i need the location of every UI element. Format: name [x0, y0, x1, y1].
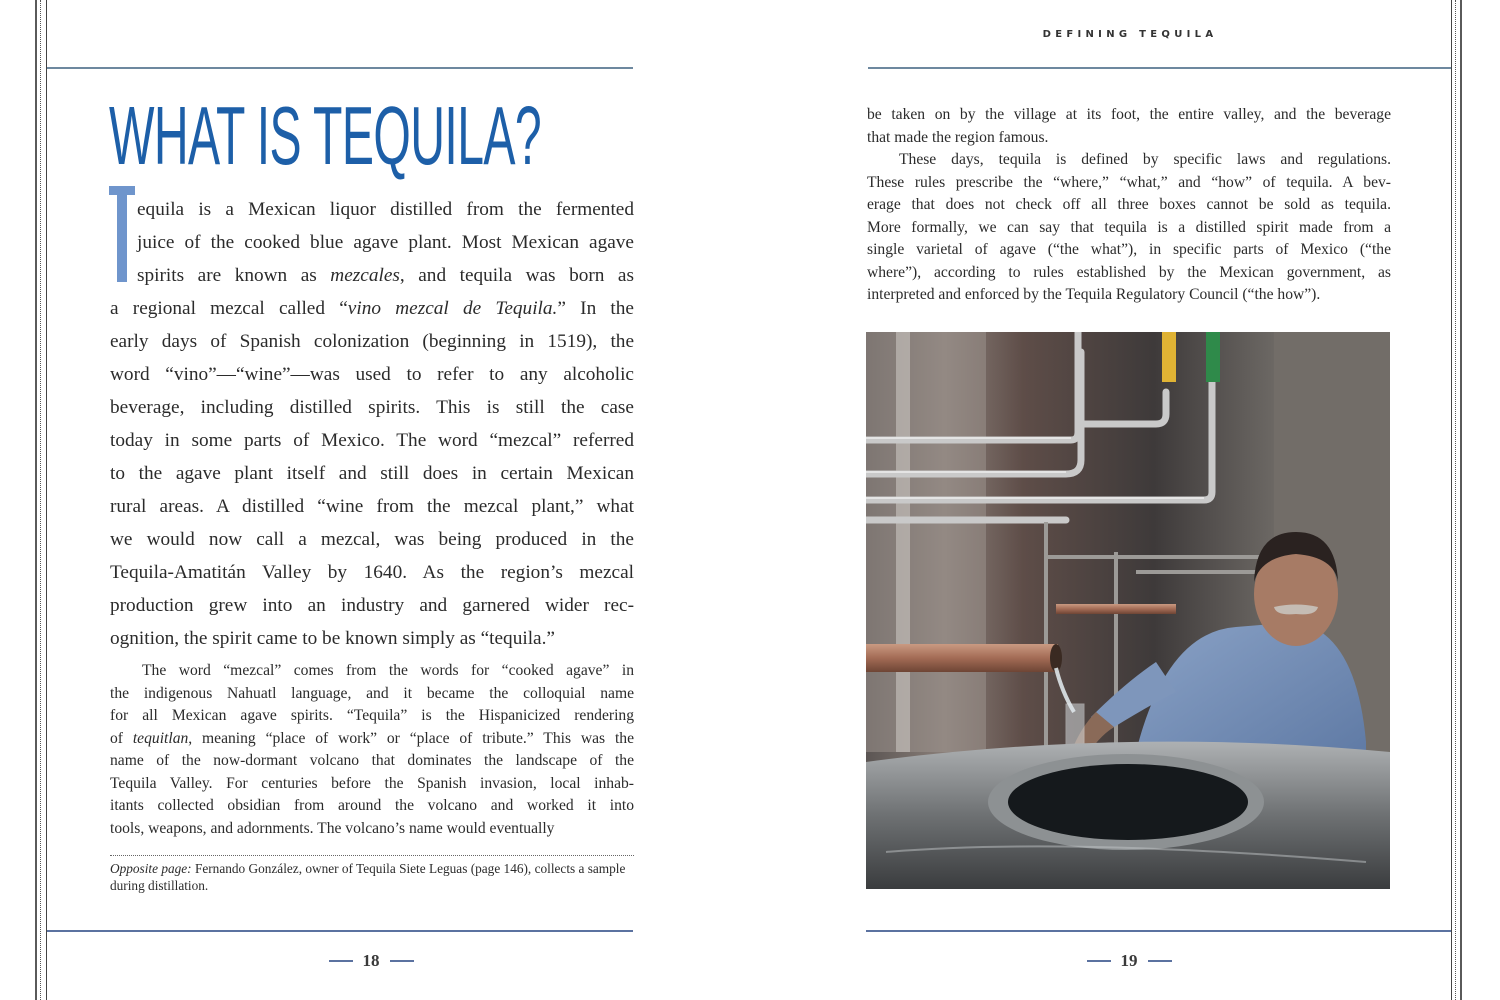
text-line: early days of Spanish colonization (beginning in 1519), the: [110, 331, 634, 352]
distillery-photo-illustration: [866, 332, 1390, 889]
left-inner-border: [46, 0, 47, 1000]
text-line: tools, weapons, and adornments. The volcano’s name would eventually: [110, 819, 555, 837]
left-footer-rule: [47, 930, 633, 932]
text-line: These days, tequila is defined by specific laws and regulations.: [899, 151, 1391, 168]
right-header-rule: [868, 67, 1451, 69]
distillery-photo: [866, 332, 1390, 889]
text-line: Tequila-Amatitán Valley by 1640. As the region’s mezcal: [110, 562, 634, 583]
right-footer-rule: [866, 930, 1451, 932]
text-line: where”), according to rules established by the Mexican government, as: [867, 263, 1391, 281]
folio-dash: [1148, 960, 1172, 962]
text-line: interpreted and enforced by the Tequila Regulatory Council (“the how”).: [867, 286, 1321, 303]
text-line: for all Mexican agave spirits. “Tequila” is the Hispanicized rendering: [110, 707, 634, 724]
right-outer-border: [1460, 0, 1462, 1000]
text-line: the indigenous Nahuatl language, and it became the colloquial name: [110, 684, 634, 702]
text-line: be taken on by the village at its foot, the entire valley, and the beverage: [867, 106, 1391, 123]
text-line: word “vino”—“wine”—was used to refer to any alcoholic: [110, 364, 634, 385]
page-number: 19: [1120, 951, 1138, 970]
text-line: These rules prescribe the “where,” “what,” and “how” of tequila. A bev-: [867, 173, 1391, 191]
text-line: of tequitlan, meaning “place of work” or “place of tribute.” This was the: [110, 729, 635, 747]
text-line: today in some parts of Mexico. The word “mezcal” referred: [110, 430, 634, 451]
text-line: name of the now-dormant volcano that dominates the landscape of the: [110, 752, 634, 769]
right-inner-border: [1451, 0, 1452, 1000]
intro-paragraph: [110, 193, 634, 655]
left-header-rule: [47, 67, 633, 69]
text-line: itants collected obsidian from around the volcano and worked it into: [110, 797, 634, 814]
text-line: a regional mezcal called “vino mezcal de Tequila.” In the: [110, 298, 634, 319]
left-dotted-border: [40, 0, 41, 1000]
text-line: More formally, we can say that tequila is a distilled spirit made from a: [867, 218, 1391, 236]
caption-label: Opposite page:: [110, 861, 192, 876]
text-line: spirits are known as mezcales, and tequila was born as: [137, 265, 634, 286]
page-title: WHAT IS TEQUILA?: [109, 89, 542, 182]
text-line: beverage, including distilled spirits. This is still the case: [110, 397, 634, 418]
text-line: production grew into an industry and garnered wider rec-: [110, 595, 634, 616]
left-outer-border: [35, 0, 37, 1000]
text-line: ognition, the spirit came to be known simply as “tequila.”: [110, 628, 555, 649]
text-line: erage that does not check off all three boxes cannot be sold as tequila.: [867, 196, 1391, 213]
text-line: The word “mezcal” comes from the words for “cooked agave” in: [142, 662, 634, 679]
page-number-left: [291, 951, 451, 971]
text-line: single varietal of agave (“the what”), in specific parts of Mexico (“the: [867, 241, 1391, 258]
photo-caption: [110, 860, 634, 894]
folio-dash: [329, 960, 353, 962]
right-dotted-border: [1455, 0, 1456, 1000]
second-paragraph: [110, 660, 634, 840]
running-head: DEFINING TEQUILA: [1042, 29, 1218, 40]
folio-dash: [390, 960, 414, 962]
text-line: Tequila Valley. For centuries before the Spanish invasion, local inhab-: [110, 774, 634, 792]
folio-dash: [1087, 960, 1111, 962]
text-line: rural areas. A distilled “wine from the mezcal plant,” what: [110, 496, 634, 517]
text-line: equila is a Mexican liquor distilled from the fermented: [137, 199, 634, 220]
continuation-paragraph: [867, 104, 1391, 149]
text-line: we would now call a mezcal, was being produced in the: [110, 529, 634, 550]
page-number-right: [1049, 951, 1209, 971]
caption-text: Fernando González, owner of Tequila Siete Leguas (page 146), collects a sample during distillation.: [110, 861, 626, 893]
caption-divider: [110, 855, 634, 856]
text-line: to the agave plant itself and still does in certain Mexican: [110, 463, 634, 484]
text-line: juice of the cooked blue agave plant. Most Mexican agave: [137, 232, 634, 253]
page-number: 18: [362, 951, 380, 970]
text-line: that made the region famous.: [867, 128, 1049, 146]
regulations-paragraph: [867, 149, 1391, 307]
